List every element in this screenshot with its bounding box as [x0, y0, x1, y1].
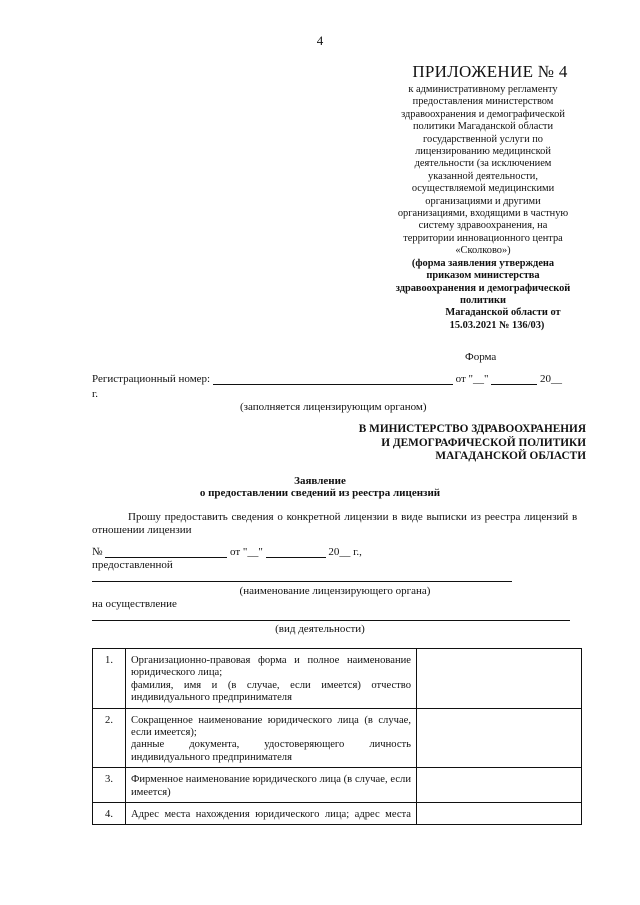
- row-value-cell[interactable]: [417, 803, 582, 825]
- row-number: 4.: [93, 803, 126, 825]
- row-text-line: индивидуального предпринимателя: [131, 692, 292, 704]
- appendix-line: к административному регламенту: [408, 84, 558, 95]
- approval-note-line: здравоохранения и демографической: [395, 282, 571, 294]
- row-number: 2.: [93, 708, 126, 768]
- appendix-line: здравоохранения и демографической: [401, 108, 565, 120]
- row-text-line: Адрес места нахождения юридического лица; адрес места: [131, 809, 411, 821]
- row-description: [126, 803, 417, 825]
- licensor-name-field[interactable]: [92, 581, 512, 582]
- approval-note-line: политики: [460, 294, 506, 306]
- license-number-field[interactable]: [105, 546, 227, 558]
- appendix-line: лицензированию медицинской: [415, 146, 551, 158]
- statement-subtitle: о предоставлении сведений из реестра лицензий: [199, 487, 441, 499]
- activity-label: на осуществление: [92, 598, 177, 610]
- registration-hint: (заполняется лицензирующим органом): [240, 401, 427, 413]
- appendix-line: политики Магаданской области: [412, 121, 554, 133]
- form-label: Форма: [465, 351, 497, 363]
- row-number: 3.: [93, 768, 126, 803]
- row-number: 1.: [93, 649, 126, 709]
- appendix-line: организациями и другими: [425, 195, 541, 207]
- row-text-line: имеется): [131, 786, 171, 798]
- table-row: [93, 803, 582, 825]
- license-year: 20__ г.,: [328, 546, 362, 558]
- registration-from: от "__": [455, 373, 489, 385]
- appendix-line: указанной деятельности,: [428, 170, 538, 182]
- license-month-field[interactable]: [266, 546, 326, 558]
- row-value-cell[interactable]: [417, 708, 582, 768]
- page-number: 4: [316, 33, 324, 48]
- table-row: [93, 768, 582, 803]
- row-value-cell[interactable]: [417, 768, 582, 803]
- row-text-line: юридического лица;: [131, 667, 223, 679]
- provided-label: предоставленной: [92, 559, 173, 571]
- license-number-label: №: [92, 546, 103, 558]
- row-text-line: данные документа, удостоверяющего личность: [131, 739, 411, 751]
- appendix-line: территории инновационного центра: [403, 232, 563, 244]
- ministry-line: И ДЕМОГРАФИЧЕСКОЙ ПОЛИТИКИ: [381, 436, 586, 449]
- row-description: [126, 768, 417, 803]
- statement-title: Заявление: [294, 475, 346, 487]
- ministry-line: МАГАДАНСКОЙ ОБЛАСТИ: [435, 450, 586, 462]
- row-description: [126, 708, 417, 768]
- license-line: [92, 546, 362, 558]
- appendix-line: государственной услуги по: [422, 133, 543, 145]
- appendix-line: осуществляемой медицинскими: [411, 183, 555, 195]
- table-row: [93, 649, 582, 709]
- row-text-line: индивидуального предпринимателя: [131, 751, 292, 763]
- license-from: от "__": [230, 546, 263, 558]
- appendix-block: [380, 84, 586, 332]
- registration-label: Регистрационный номер:: [92, 373, 211, 385]
- registration-year-suffix: г.: [92, 388, 99, 400]
- request-text-continued: отношении лицензии: [92, 524, 192, 536]
- activity-field[interactable]: [92, 620, 570, 621]
- row-description: [126, 649, 417, 709]
- approval-note-line: Магаданской области от: [445, 307, 561, 319]
- appendix-line: предоставления министерством: [412, 96, 554, 108]
- registration-number-field[interactable]: [213, 373, 453, 385]
- request-text: Прошу предоставить сведения о конкретной лицензии в виде выписки из реестра лицензий в: [128, 511, 578, 523]
- approval-note-line: приказом министерства: [426, 270, 540, 282]
- appendix-line: деятельности (за исключением: [414, 158, 552, 170]
- appendix-line: «Сколково»): [455, 245, 511, 257]
- row-text-line: фамилия, имя и (в случае, если имеется) отчество: [131, 679, 411, 691]
- licensor-hint: (наименование лицензирующего органа): [239, 585, 431, 597]
- table-row: [93, 708, 582, 768]
- row-text-line: Организационно-правовая форма и полное наименование: [131, 655, 411, 666]
- appendix-line: систему здравоохранения, на: [418, 220, 548, 232]
- registration-year: 20__: [540, 373, 563, 385]
- row-text-line: Сокращенное наименование юридического лица (в случае,: [131, 714, 411, 726]
- approval-note-line: 15.03.2021 № 136/03): [449, 319, 545, 331]
- activity-hint: (вид деятельности): [275, 623, 365, 635]
- row-text-line: если имеется);: [131, 727, 197, 739]
- registration-month-field[interactable]: [491, 373, 537, 385]
- appendix-line: организациями, входящими в частную: [397, 208, 569, 220]
- applicant-data-table: [92, 648, 582, 825]
- registration-line: [92, 373, 582, 385]
- ministry-address: [330, 423, 586, 464]
- row-text-line: Фирменное наименование юридического лица (в случае, если: [131, 774, 411, 786]
- appendix-title: ПРИЛОЖЕНИЕ № 4: [412, 62, 568, 81]
- row-value-cell[interactable]: [417, 649, 582, 709]
- ministry-line: В МИНИСТЕРСТВО ЗДРАВООХРАНЕНИЯ: [358, 423, 586, 435]
- approval-note-line: (форма заявления утверждена: [411, 257, 555, 269]
